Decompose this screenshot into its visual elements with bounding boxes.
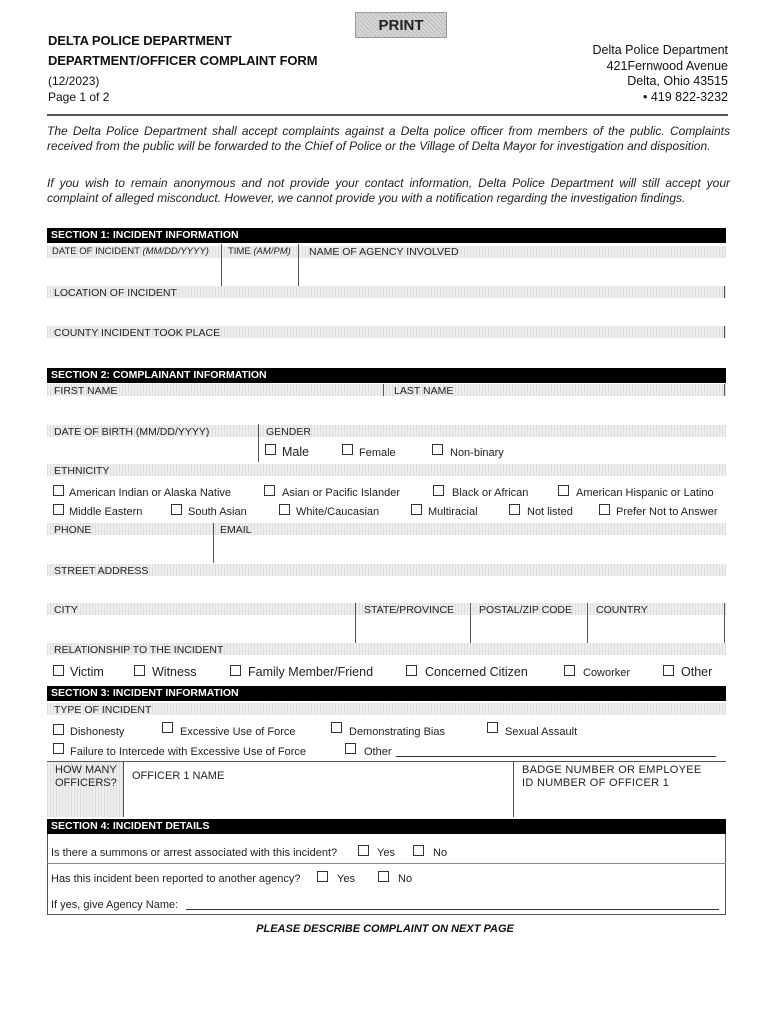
gender-female-checkbox[interactable] [342,444,353,455]
incident-type-label: TYPE OF INCIDENT [54,704,152,716]
state-input[interactable] [356,616,469,642]
option-label: Asian or Pacific Islander [282,487,400,499]
option-label: Failure to Intercede with Excessive Use of Force [70,746,306,758]
ethnicity-checkbox[interactable] [558,485,569,496]
option-label: No [398,873,413,885]
badge-number-label: BADGE NUMBER OR EMPLOYEE ID NUMBER OF OFFICER 1 [522,764,702,789]
incident-type-checkbox[interactable] [331,722,342,733]
relationship-checkbox[interactable] [134,665,145,676]
time-label: TIME (AM/PM) [228,246,291,257]
option-label: Multiracial [428,506,478,518]
option-label: Witness [152,665,197,679]
form-revision: (12/2023) [48,74,100,88]
ethnicity-label: ETHNICITY [54,465,110,477]
option-label: Coworker [583,667,631,679]
option-label: American Indian or Alaska Native [69,487,232,499]
option-label: Other [364,746,392,758]
street-address-input[interactable] [47,577,726,603]
option-label: No [433,847,448,859]
gender-label: GENDER [266,426,311,438]
department-title: DELTA POLICE DEPARTMENT [48,33,232,48]
ethnicity-checkbox[interactable] [411,504,422,515]
city-input[interactable] [47,616,354,642]
city-label: CITY [54,604,78,616]
address-phone: • 419 822-3232 [642,89,728,104]
state-label: STATE/PROVINCE [364,604,455,616]
phone-input[interactable] [47,536,212,562]
street-address-label: STREET ADDRESS [54,565,149,577]
location-input[interactable] [47,299,726,325]
email-label: EMAIL [220,524,252,536]
zip-input[interactable] [471,616,586,642]
incident-date-time-agency-fields[interactable] [47,260,726,286]
page-number: Page 1 of 2 [48,90,110,104]
last-name-label: LAST NAME [394,385,454,397]
zip-label: POSTAL/ZIP CODE [479,604,572,616]
header-rule [47,114,728,116]
agency-involved-label: NAME OF AGENCY INVOLVED [309,246,459,258]
summons-yes-checkbox[interactable] [358,845,369,856]
option-label: Dishonesty [70,726,125,738]
ethnicity-checkbox[interactable] [279,504,290,515]
incident-type-checkbox[interactable] [487,722,498,733]
footer-note: PLEASE DESCRIBE COMPLAINT ON NEXT PAGE [256,923,514,935]
relationship-checkbox[interactable] [663,665,674,676]
intro-paragraph-1: The Delta Police Department shall accept complaints against a Delta police officer from members of the public. Complaints received from the public will be forwarded to the Chief of Police or the Village of Delta Mayor for investigation and disposition. [47,124,730,153]
agency-name-label: If yes, give Agency Name: [51,899,179,911]
option-label: Non-binary [450,447,504,459]
option-label: Middle Eastern [69,506,143,518]
address-line: Delta, Ohio 43515 [627,74,728,88]
ethnicity-checkbox[interactable] [599,504,610,515]
incident-type-checkbox[interactable] [53,724,64,735]
label-bar [47,564,726,576]
section-3-header: SECTION 3: INCIDENT INFORMATION [47,686,726,701]
option-label: Yes [377,847,395,859]
summons-no-checkbox[interactable] [413,845,424,856]
location-label: LOCATION OF INCIDENT [54,287,177,299]
officer-1-label: OFFICER 1 NAME [132,770,225,782]
label-bar [47,384,726,396]
county-input[interactable] [47,339,726,365]
gender-nonbinary-checkbox[interactable] [432,444,443,455]
option-label: Male [282,445,310,459]
agency-name-input[interactable] [186,909,719,910]
option-label: Victim [70,665,104,679]
option-label: Demonstrating Bias [349,726,445,738]
phone-label: PHONE [54,524,92,536]
badge-number-input[interactable] [514,790,726,817]
option-label: White/Caucasian [296,506,380,518]
last-name-input[interactable] [384,397,726,423]
gender-male-checkbox[interactable] [265,444,276,455]
relationship-checkbox[interactable] [230,665,241,676]
ethnicity-checkbox[interactable] [433,485,444,496]
country-label: COUNTRY [596,604,648,616]
county-label: COUNTY INCIDENT TOOK PLACE [54,327,221,339]
first-name-label: FIRST NAME [54,385,118,397]
option-label: American Hispanic or Latino [576,487,714,499]
option-label: Yes [337,873,355,885]
ethnicity-checkbox[interactable] [53,485,64,496]
ethnicity-checkbox[interactable] [171,504,182,515]
relationship-checkbox[interactable] [406,665,417,676]
reported-yes-checkbox[interactable] [317,871,328,882]
dob-input[interactable] [47,438,257,462]
option-label: South Asian [188,506,247,518]
option-label: Not listed [527,506,573,518]
how-many-label: HOW MANY OFFICERS? [55,764,117,789]
ethnicity-checkbox[interactable] [53,504,64,515]
ethnicity-checkbox[interactable] [264,485,275,496]
department-address [593,43,728,105]
option-label: Black or African [452,487,529,499]
dob-label: DATE OF BIRTH (MM/DD/YYYY) [54,426,210,438]
other-incident-input[interactable] [396,756,716,757]
option-label: Family Member/Friend [248,665,374,679]
section-1-header: SECTION 1: INCIDENT INFORMATION [47,228,726,243]
relationship-label: RELATIONSHIP TO THE INCIDENT [54,644,224,656]
print-button[interactable]: PRINT [355,12,447,38]
incident-type-checkbox[interactable] [162,722,173,733]
how-many-officers-input[interactable] [47,790,123,817]
country-input[interactable] [588,616,724,642]
summons-question: Is there a summons or arrest associated with this incident? [51,847,338,859]
option-label: Female [359,447,396,459]
section-2-header: SECTION 2: COMPLAINANT INFORMATION [47,368,726,383]
reported-question: Has this incident been reported to another agency? [51,873,301,885]
option-label: Prefer Not to Answer [616,506,718,518]
relationship-checkbox[interactable] [564,665,575,676]
section-4-header: SECTION 4: INCIDENT DETAILS [47,819,726,834]
incident-type-checkbox[interactable] [53,743,64,754]
option-label: Concerned Citizen [425,665,528,679]
address-line: 421Fernwood Avenue [606,58,728,73]
reported-no-checkbox[interactable] [378,871,389,882]
address-line: Delta Police Department [592,43,728,57]
label-bar [47,523,726,535]
label-bar [47,464,726,476]
form-title: DEPARTMENT/OFFICER COMPLAINT FORM [48,53,318,68]
date-of-incident-label: DATE OF INCIDENT (MM/DD/YYYY) [52,246,209,257]
ethnicity-checkbox[interactable] [509,504,520,515]
email-input[interactable] [214,536,726,562]
option-label: Other [681,665,713,679]
officer-1-name-input[interactable] [124,790,512,817]
option-label: Sexual Assault [505,726,578,738]
option-label: Excessive Use of Force [180,726,296,738]
incident-type-checkbox[interactable] [345,743,356,754]
intro-paragraph-2: If you wish to remain anonymous and not provide your contact information, Delta Police Department will still accept your complaint of alleged misconduct. However, we cannot provide you with a notification regarding the investigation findings. [47,176,730,205]
first-name-input[interactable] [47,397,383,423]
relationship-checkbox[interactable] [53,665,64,676]
